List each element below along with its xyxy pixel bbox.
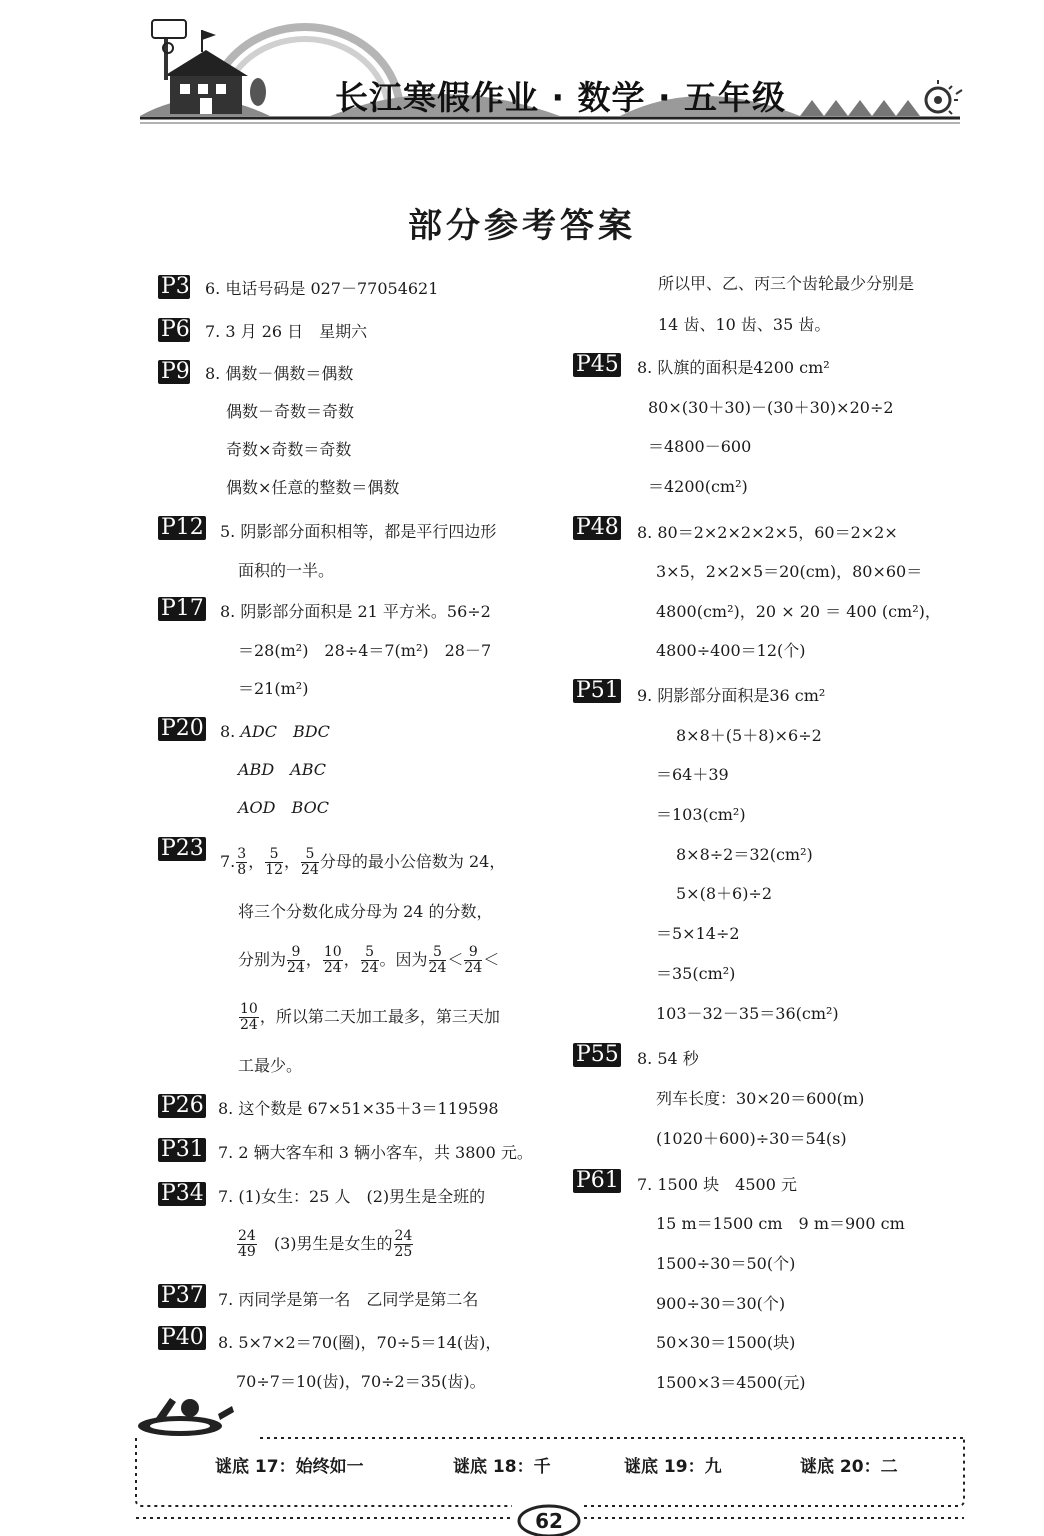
answer-p9-line3: 奇数×奇数＝奇数 xyxy=(226,440,352,459)
answer-p12-line1: 5. 阴影部分面积相等，都是平行四边形 xyxy=(220,522,497,541)
answer-p34-line2: $\frac{24}{49}$ (3)男生是女生的 $\frac{24}{25}$ xyxy=(238,1228,413,1260)
answer-p61-line5: 50×30＝1500(块) xyxy=(656,1333,796,1352)
answer-p45-line1: 8. 队旗的面积是4200 cm² xyxy=(637,358,830,377)
header-title: 长江寒假作业 · 数学 · 五年级 xyxy=(335,78,787,117)
badge-p55: P55 xyxy=(573,1043,621,1067)
answer-p9-line4: 偶数×任意的整数＝偶数 xyxy=(226,478,400,497)
answer-p51-line4: ＝103(cm²) xyxy=(656,805,746,824)
answer-p3: 6. 电话号码是 027－77054621 xyxy=(205,279,439,298)
badge-p6: P6 xyxy=(158,318,190,342)
answer-p61-line6: 1500×3＝4500(元) xyxy=(656,1373,806,1392)
answer-p55-line1: 8. 54 秒 xyxy=(637,1049,699,1068)
answer-p45-line4: ＝4200(cm²) xyxy=(648,477,748,496)
riddle-18: 谜底 18：千 xyxy=(453,1457,551,1477)
badge-p45: P45 xyxy=(573,353,621,377)
answer-p51-line7: ＝5×14÷2 xyxy=(656,924,740,943)
answer-p20-line2: ABD ABC xyxy=(238,760,327,779)
badge-p34: P34 xyxy=(158,1182,206,1206)
answer-p40-line1: 8. 5×7×2＝70(圈)，70÷5＝14(齿)， xyxy=(218,1333,502,1352)
answer-p6: 7. 3 月 26 日 星期六 xyxy=(205,322,368,341)
badge-p31: P31 xyxy=(158,1138,206,1162)
answer-p48-line1: 8. 80＝2×2×2×2×5，60＝2×2× xyxy=(637,523,898,542)
badge-p40: P40 xyxy=(158,1326,206,1350)
riddle-20: 谜底 20：二 xyxy=(800,1457,898,1477)
badge-p26: P26 xyxy=(158,1094,206,1118)
answer-p40-cont-line1: 所以甲、乙、丙三个齿轮最少分别是 xyxy=(658,274,915,293)
answer-p9-line2: 偶数－奇数＝奇数 xyxy=(226,402,355,421)
answer-p9-line1: 8. 偶数－偶数＝偶数 xyxy=(205,364,354,383)
answer-p51-line1: 9. 阴影部分面积是36 cm² xyxy=(637,686,826,705)
answer-p51-line8: ＝35(cm²) xyxy=(656,964,736,983)
answer-p34-line1: 7. (1)女生：25 人 (2)男生是全班的 xyxy=(218,1187,486,1206)
answer-p51-line9: 103－32－35＝36(cm²) xyxy=(656,1004,839,1023)
answer-p40-line2: 70÷7＝10(齿)，70÷2＝35(齿)。 xyxy=(236,1372,486,1391)
badge-p9: P9 xyxy=(158,360,190,384)
answer-p12-line2: 面积的一半。 xyxy=(238,561,335,580)
answer-p48-line4: 4800÷400＝12(个) xyxy=(656,641,806,660)
answer-p17-line2: ＝28(m²) 28÷4＝7(m²) 28－7 xyxy=(238,641,492,660)
answer-p48-line3: 4800(cm²)，20 × 20 ＝ 400 (cm²)， xyxy=(656,602,941,621)
badge-p12: P12 xyxy=(158,516,206,540)
badge-p48: P48 xyxy=(573,516,621,540)
answer-p23-line2: 将三个分数化成分母为 24 的分数， xyxy=(238,902,493,921)
answer-p48-line2: 3×5，2×2×5＝20(cm)，80×60＝ xyxy=(656,562,923,581)
answer-p61-line2: 15 m＝1500 cm 9 m＝900 cm xyxy=(656,1214,905,1233)
badge-p3: P3 xyxy=(158,275,190,299)
answer-p17-line1: 8. 阴影部分面积是 21 平方米。56÷2 xyxy=(220,602,491,621)
answer-p20-line3: AOD BOC xyxy=(238,798,329,817)
answer-p23-line4: $\frac{10}{24}$ ，所以第二天加工最多，第三天加 xyxy=(240,1001,500,1033)
answer-p51-line5: 8×8÷2＝32(cm²) xyxy=(676,845,813,864)
answer-p31: 7. 2 辆大客车和 3 辆小客车，共 3800 元。 xyxy=(218,1143,533,1162)
answer-p45-line2: 80×(30＋30)－(30＋30)×20÷2 xyxy=(648,398,894,417)
badge-p20: P20 xyxy=(158,717,206,741)
answer-p23-line3: 分别为 $\frac{9}{24}$ ， $\frac{10}{24}$ ， $\frac{5}{24}$ 。因为 $\frac{5}{24}$ ＜ $\frac{9}{24}$ ＜ xyxy=(238,944,500,976)
answer-p55-line2: 列车长度：30×20＝600(m) xyxy=(656,1089,865,1108)
answer-p26: 8. 这个数是 67×51×35＋3＝119598 xyxy=(218,1099,499,1118)
badge-p17: P17 xyxy=(158,597,206,621)
answer-p61-line3: 1500÷30＝50(个) xyxy=(656,1254,796,1273)
riddle-17: 谜底 17：始终如一 xyxy=(215,1457,364,1477)
answer-p51-line3: ＝64＋39 xyxy=(656,765,729,784)
answer-p51-line6: 5×(8＋6)÷2 xyxy=(676,884,773,903)
answer-p61-line1: 7. 1500 块 4500 元 xyxy=(637,1175,797,1194)
answer-p45-line3: ＝4800－600 xyxy=(648,437,752,456)
page-number: 62 xyxy=(535,1509,563,1533)
badge-p23: P23 xyxy=(158,837,206,861)
answer-p17-line3: ＝21(m²) xyxy=(238,679,309,698)
answer-p20-line1: 8. ADC BDC xyxy=(220,722,330,741)
answer-p37: 7. 丙同学是第一名 乙同学是第二名 xyxy=(218,1290,479,1309)
answer-p55-line3: (1020＋600)÷30＝54(s) xyxy=(656,1129,847,1148)
answer-p40-cont-line2: 14 齿、10 齿、35 齿。 xyxy=(658,315,831,334)
answer-p23-line5: 工最少。 xyxy=(238,1056,303,1075)
badge-p37: P37 xyxy=(158,1284,206,1308)
page-heading: 部分参考答案 xyxy=(408,206,636,246)
answer-p23-line1: 7. $\frac{3}{8}$ ， $\frac{5}{12}$ ， $\frac{5}{24}$ 分母的最小公倍数为 24， xyxy=(220,846,506,878)
riddle-19: 谜底 19：九 xyxy=(624,1457,722,1477)
badge-p51: P51 xyxy=(573,679,621,703)
answer-p61-line4: 900÷30＝30(个) xyxy=(656,1294,786,1313)
badge-p61: P61 xyxy=(573,1169,621,1193)
answer-p51-line2: 8×8＋(5＋8)×6÷2 xyxy=(676,726,822,745)
